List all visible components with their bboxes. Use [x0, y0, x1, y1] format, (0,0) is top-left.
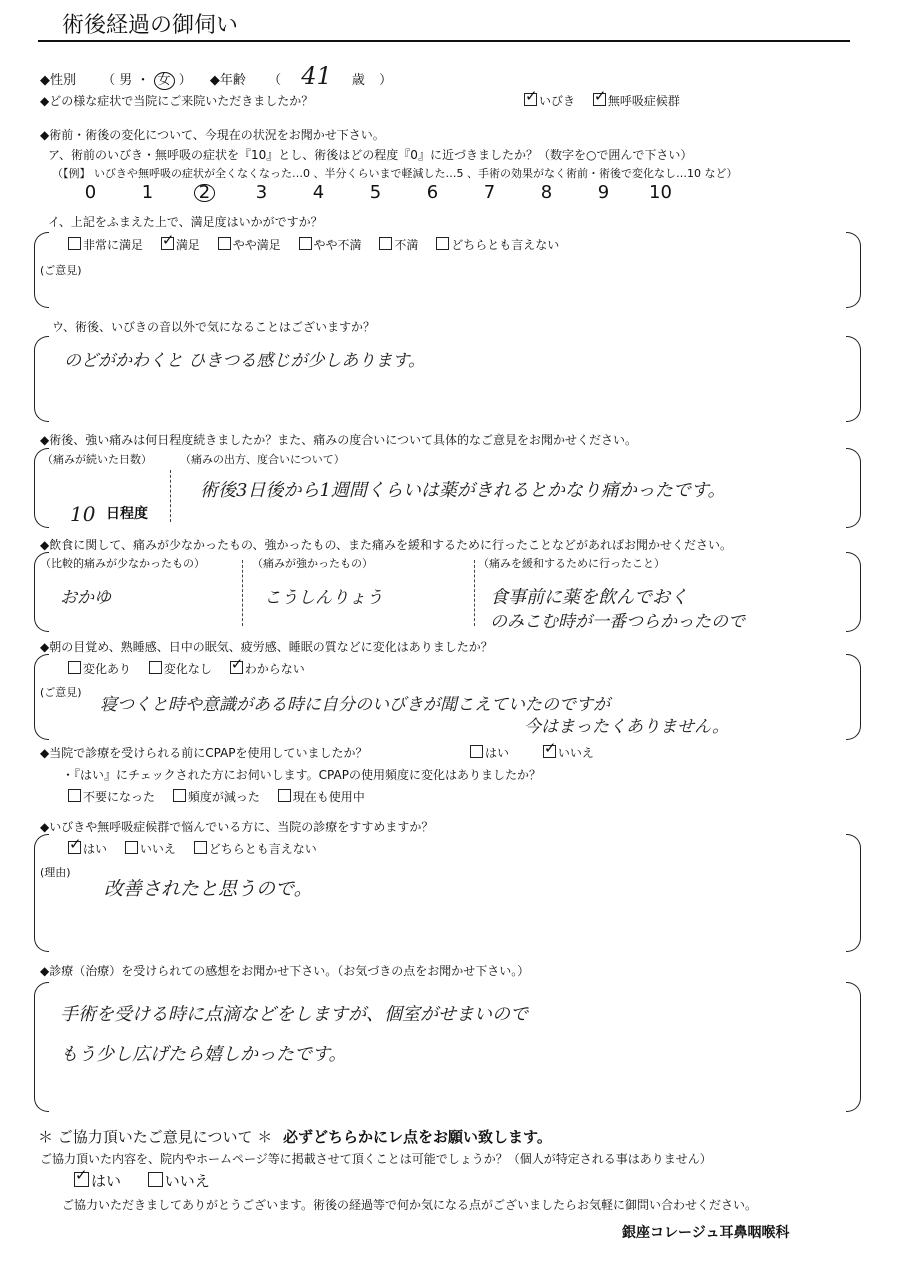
recommend-yes-checkbox[interactable] [68, 841, 81, 854]
answer-u[interactable]: のどがかわくと ひきつる感じが少しあります。 [64, 351, 426, 371]
divider [242, 560, 243, 626]
scale-2-selected[interactable]: 2 [176, 182, 233, 203]
apnea-checkbox[interactable] [593, 93, 606, 106]
impression-answer-1[interactable]: 手術を受ける時に点滴などをしますが、個室がせまいので [60, 1004, 528, 1025]
divider [474, 560, 475, 626]
footer-options: ✓はい いいえ [74, 1170, 210, 1191]
cpap-sub-question: ・『はい』にチェックされた方にお伺いします。CPAPの使用頻度に変化はありましたか？ [62, 768, 541, 782]
satisfied-checkbox[interactable] [161, 237, 174, 250]
still-using-checkbox[interactable] [278, 789, 291, 802]
snoring-checkbox[interactable] [524, 93, 537, 106]
food-less-answer[interactable]: おかゆ [60, 588, 111, 608]
question-u: ウ、術後、いびきの音以外で気になることはございますか？ [52, 320, 376, 334]
scale-4[interactable]: 4 [312, 182, 325, 203]
bracket-right [846, 982, 861, 1112]
morning-answer-1[interactable]: 寝つくと時や意識がある時に自分のいびきが聞こえていたのですが [100, 695, 610, 715]
impression-answer-2[interactable]: もう少し広げたら嬉しかったです。 [60, 1044, 347, 1065]
very-satisfied-checkbox[interactable] [68, 237, 81, 250]
bracket-right [846, 552, 861, 632]
bracket-left [34, 336, 49, 422]
recommend-neither-checkbox[interactable] [194, 841, 207, 854]
question-a: ア、術前のいびき・無呼吸の症状を『10』とし、術後はどの程度『0』に近づきましたか？（数字を○で囲んで下さい） [48, 148, 693, 162]
title-rule [38, 40, 850, 42]
bracket-right [846, 654, 861, 740]
somewhat-dissatisfied-checkbox[interactable] [299, 237, 312, 250]
changed-checkbox[interactable] [68, 661, 81, 674]
reason-label: (理由) [40, 866, 71, 879]
no-longer-needed-checkbox[interactable] [68, 789, 81, 802]
footer-thanks: ご協力いただきましてありがとうございます。術後の経過等で何か気になる点がございましたらお気軽に御問い合わせください。 [62, 1198, 758, 1212]
bracket-left [34, 982, 49, 1112]
age-label: ◆年齢 [209, 73, 246, 88]
question-i: イ、上記をふまえた上で、満足度はいかがですか？ [48, 215, 323, 229]
gender-male[interactable]: 男 [119, 73, 133, 88]
clinic-name: 銀座コレージュ耳鼻咽喉科 [622, 1225, 790, 1241]
pain-days-unit: 日程度 [106, 506, 148, 522]
food-relief-answer-2[interactable]: のみこむ時が一番つらかったので [490, 612, 745, 632]
gender-female-circled[interactable]: 女 [154, 72, 175, 90]
cpap-yes-checkbox[interactable] [470, 745, 483, 758]
somewhat-satisfied-checkbox[interactable] [218, 237, 231, 250]
publish-no-checkbox[interactable] [148, 1172, 163, 1187]
bracket-right [846, 834, 861, 952]
impression-question: ◆診療（治療）を受けられての感想をお聞かせ下さい。（お気づきの点をお聞かせ下さい。） [40, 964, 530, 978]
scale-row [62, 182, 689, 203]
scale-3[interactable]: 3 [255, 182, 268, 203]
food-less-label: （比較的痛みが少なかったもの） [40, 557, 205, 570]
recommend-no-checkbox[interactable] [125, 841, 138, 854]
morning-answer-2[interactable]: 今はまったくありません。 [524, 717, 730, 737]
scale-10[interactable]: 10 [649, 182, 672, 203]
dissatisfied-checkbox[interactable] [379, 237, 392, 250]
age-value[interactable]: 41 [301, 62, 332, 90]
cpap-sub-options: 不要になった 頻度が減った 現在も使用中 [68, 788, 379, 805]
scale-9[interactable]: 9 [597, 182, 610, 203]
divider [170, 470, 171, 522]
cpap-no-checkbox[interactable] [543, 745, 556, 758]
food-relief-label: （痛みを緩和するために行ったこと） [478, 557, 665, 570]
unchanged-checkbox[interactable] [149, 661, 162, 674]
question-a-example: （【例】 いびきや無呼吸の症状が全くなくなった…0 、半分くらいまで軽減した…5 、手術の効果がなく術前・術後で変化なし…10 など） [52, 167, 738, 180]
recommend-options: ✓はい いいえ どちらとも言えない [68, 840, 331, 857]
footer-question: ご協力頂いた内容を、院内やホームページ等に掲載させて頂くことは可能でしょうか？（個人が特定される事はありません） [40, 1152, 712, 1166]
recommend-question: ◆いびきや無呼吸症候群で悩んでいる方に、当院の診療をすすめますか？ [40, 820, 434, 834]
footer-notice-1: ＊ ご協力頂いたご意見について ＊ [38, 1128, 273, 1146]
gender-label: ◆性別 [40, 73, 76, 88]
reason-answer[interactable]: 改善されたと思うので。 [104, 878, 313, 900]
pain-question: ◆術後、強い痛みは何日程度続きましたか？また、痛みの度合いについて具体的なご意見をお聞かせください。 [40, 433, 637, 447]
scale-5[interactable]: 5 [369, 182, 382, 203]
bracket-right [846, 448, 861, 528]
footer-notice [38, 1126, 552, 1147]
scale-1[interactable]: 1 [141, 182, 154, 203]
bracket-right [846, 232, 861, 308]
symptom-question: ◆どの様な症状で当院にご来院いただきましたか？ [40, 94, 314, 108]
cpap-question: ◆当院で診療を受けられる前にCPAPを使用していましたか？ [40, 746, 368, 760]
change-heading: ◆術前・術後の変化について、今現在の状況をお聞かせ下さい。 [40, 128, 385, 142]
publish-yes-checkbox[interactable] [74, 1172, 89, 1187]
food-strong-label: （痛みが強かったもの） [252, 557, 373, 570]
bracket-right [846, 336, 861, 422]
age-unit: 歳 [351, 73, 365, 88]
pain-degree-answer[interactable]: 術後3日後から1週間くらいは薬がきれるとかなり痛かったです。 [200, 480, 726, 501]
morning-options: 変化あり 変化なし ✓ わからない [68, 660, 319, 677]
neither-checkbox[interactable] [436, 237, 449, 250]
unknown-checkbox[interactable] [230, 661, 243, 674]
pain-degree-label: （痛みの出方、度合いについて） [180, 453, 345, 466]
symptom-options: ✓ いびき ✓ 無呼吸症候群 [524, 92, 680, 109]
pain-days-value[interactable]: 10 [70, 502, 96, 526]
food-question: ◆飲食に関して、痛みが少なかったもの、強かったもの、また痛みを緩和するために行ったことなどがあればお聞かせください。 [40, 538, 733, 552]
footer-notice-2: 必ずどちらかにレ点をお願い致します。 [283, 1128, 552, 1146]
gender-row: ◆性別 （ 男 ・ 女 ） ◆年齢 （ 41 歳 ） [40, 62, 393, 90]
comment-label: (ご意見) [40, 686, 82, 699]
food-relief-answer-1[interactable]: 食事前に薬を飲んでおく [490, 587, 688, 608]
pain-days-label: （痛みが続いた日数） [42, 453, 152, 466]
scale-7[interactable]: 7 [483, 182, 496, 203]
food-strong-answer[interactable]: こうしんりょう [264, 588, 383, 608]
satisfaction-options: 非常に満足 ✓ 満足 やや満足 やや不満 不満 どちらとも言えない [68, 236, 573, 253]
comment-label: (ご意見) [40, 264, 82, 277]
less-frequent-checkbox[interactable] [173, 789, 186, 802]
scale-6[interactable]: 6 [426, 182, 439, 203]
scale-0[interactable]: 0 [84, 182, 97, 203]
scale-8[interactable]: 8 [540, 182, 553, 203]
bracket-left [34, 834, 49, 952]
morning-question: ◆朝の目覚め、熟睡感、日中の眠気、疲労感、睡眠の質などに変化はありましたか？ [40, 640, 493, 654]
page-title: 術後経過の御伺い [62, 13, 239, 38]
cpap-options: はい ✓ いいえ [470, 744, 594, 761]
